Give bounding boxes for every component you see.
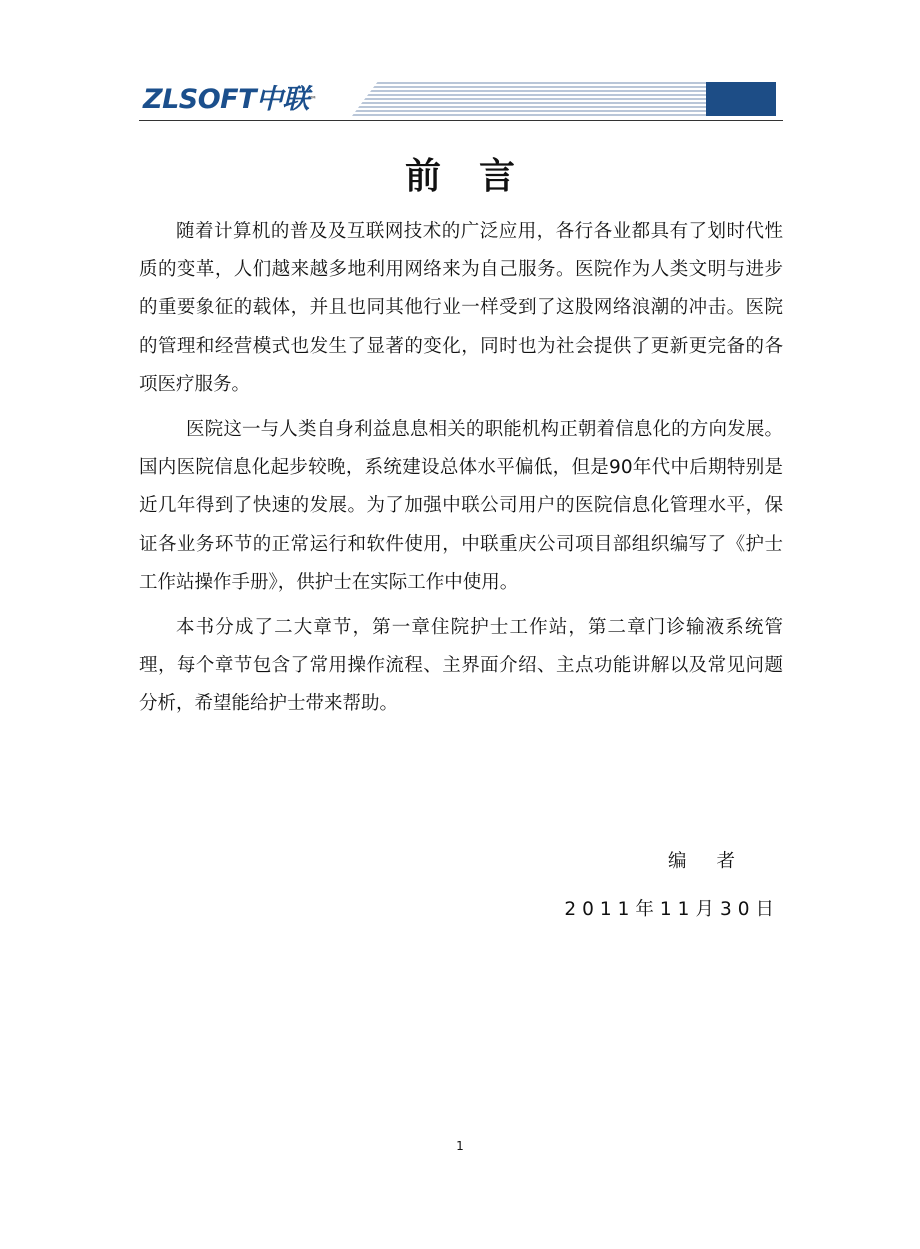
logo-text: ZLSOFT中联 xyxy=(143,84,310,115)
author-signature: 编者 xyxy=(668,851,766,872)
paragraph-1: 随着计算机的普及及互联网技术的广泛应用，各行各业都具有了划时代性质的变革，人们越来越多地利用网络来为自己服务。医院作为人类文明与进步的重要象征的载体，并且也同其他行业一样受到了这股网络浪潮的冲击。医院的管理和经营模式也发生了显著的变化，同时也为社会提供了更新更完备的各项医疗服务。 xyxy=(139,221,783,395)
header-stripe-banner xyxy=(352,82,776,116)
header-divider xyxy=(139,120,783,121)
zlsoft-logo xyxy=(143,83,317,117)
page-header xyxy=(139,80,783,120)
preface-body xyxy=(139,213,783,724)
trademark-mark: ™ xyxy=(309,95,317,104)
paragraph-3: 本书分成了二大章节，第一章住院护士工作站，第二章门诊输液系统管理，每个章节包含了常用操作流程、主界面介绍、主点功能讲解以及常见问题分析，希望能给护士带来帮助。 xyxy=(139,617,783,715)
paragraph-2: 医院这一与人类自身利益息息相关的职能机构正朝着信息化的方向发展。国内医院信息化起步较晚，系统建设总体水平偏低，但是90年代中后期特别是近几年得到了快速的发展。为了加强中联公司用户的医院信息化管理水平，保证各业务环节的正常运行和软件使用，中联重庆公司项目部组织编写了《护士工作站操作手册》，供护士在实际工作中使用。 xyxy=(139,419,783,593)
page-number: 1 xyxy=(456,1139,464,1153)
date-line: 2011年11月30日 xyxy=(564,899,780,920)
page-title: 前言 xyxy=(404,156,553,197)
